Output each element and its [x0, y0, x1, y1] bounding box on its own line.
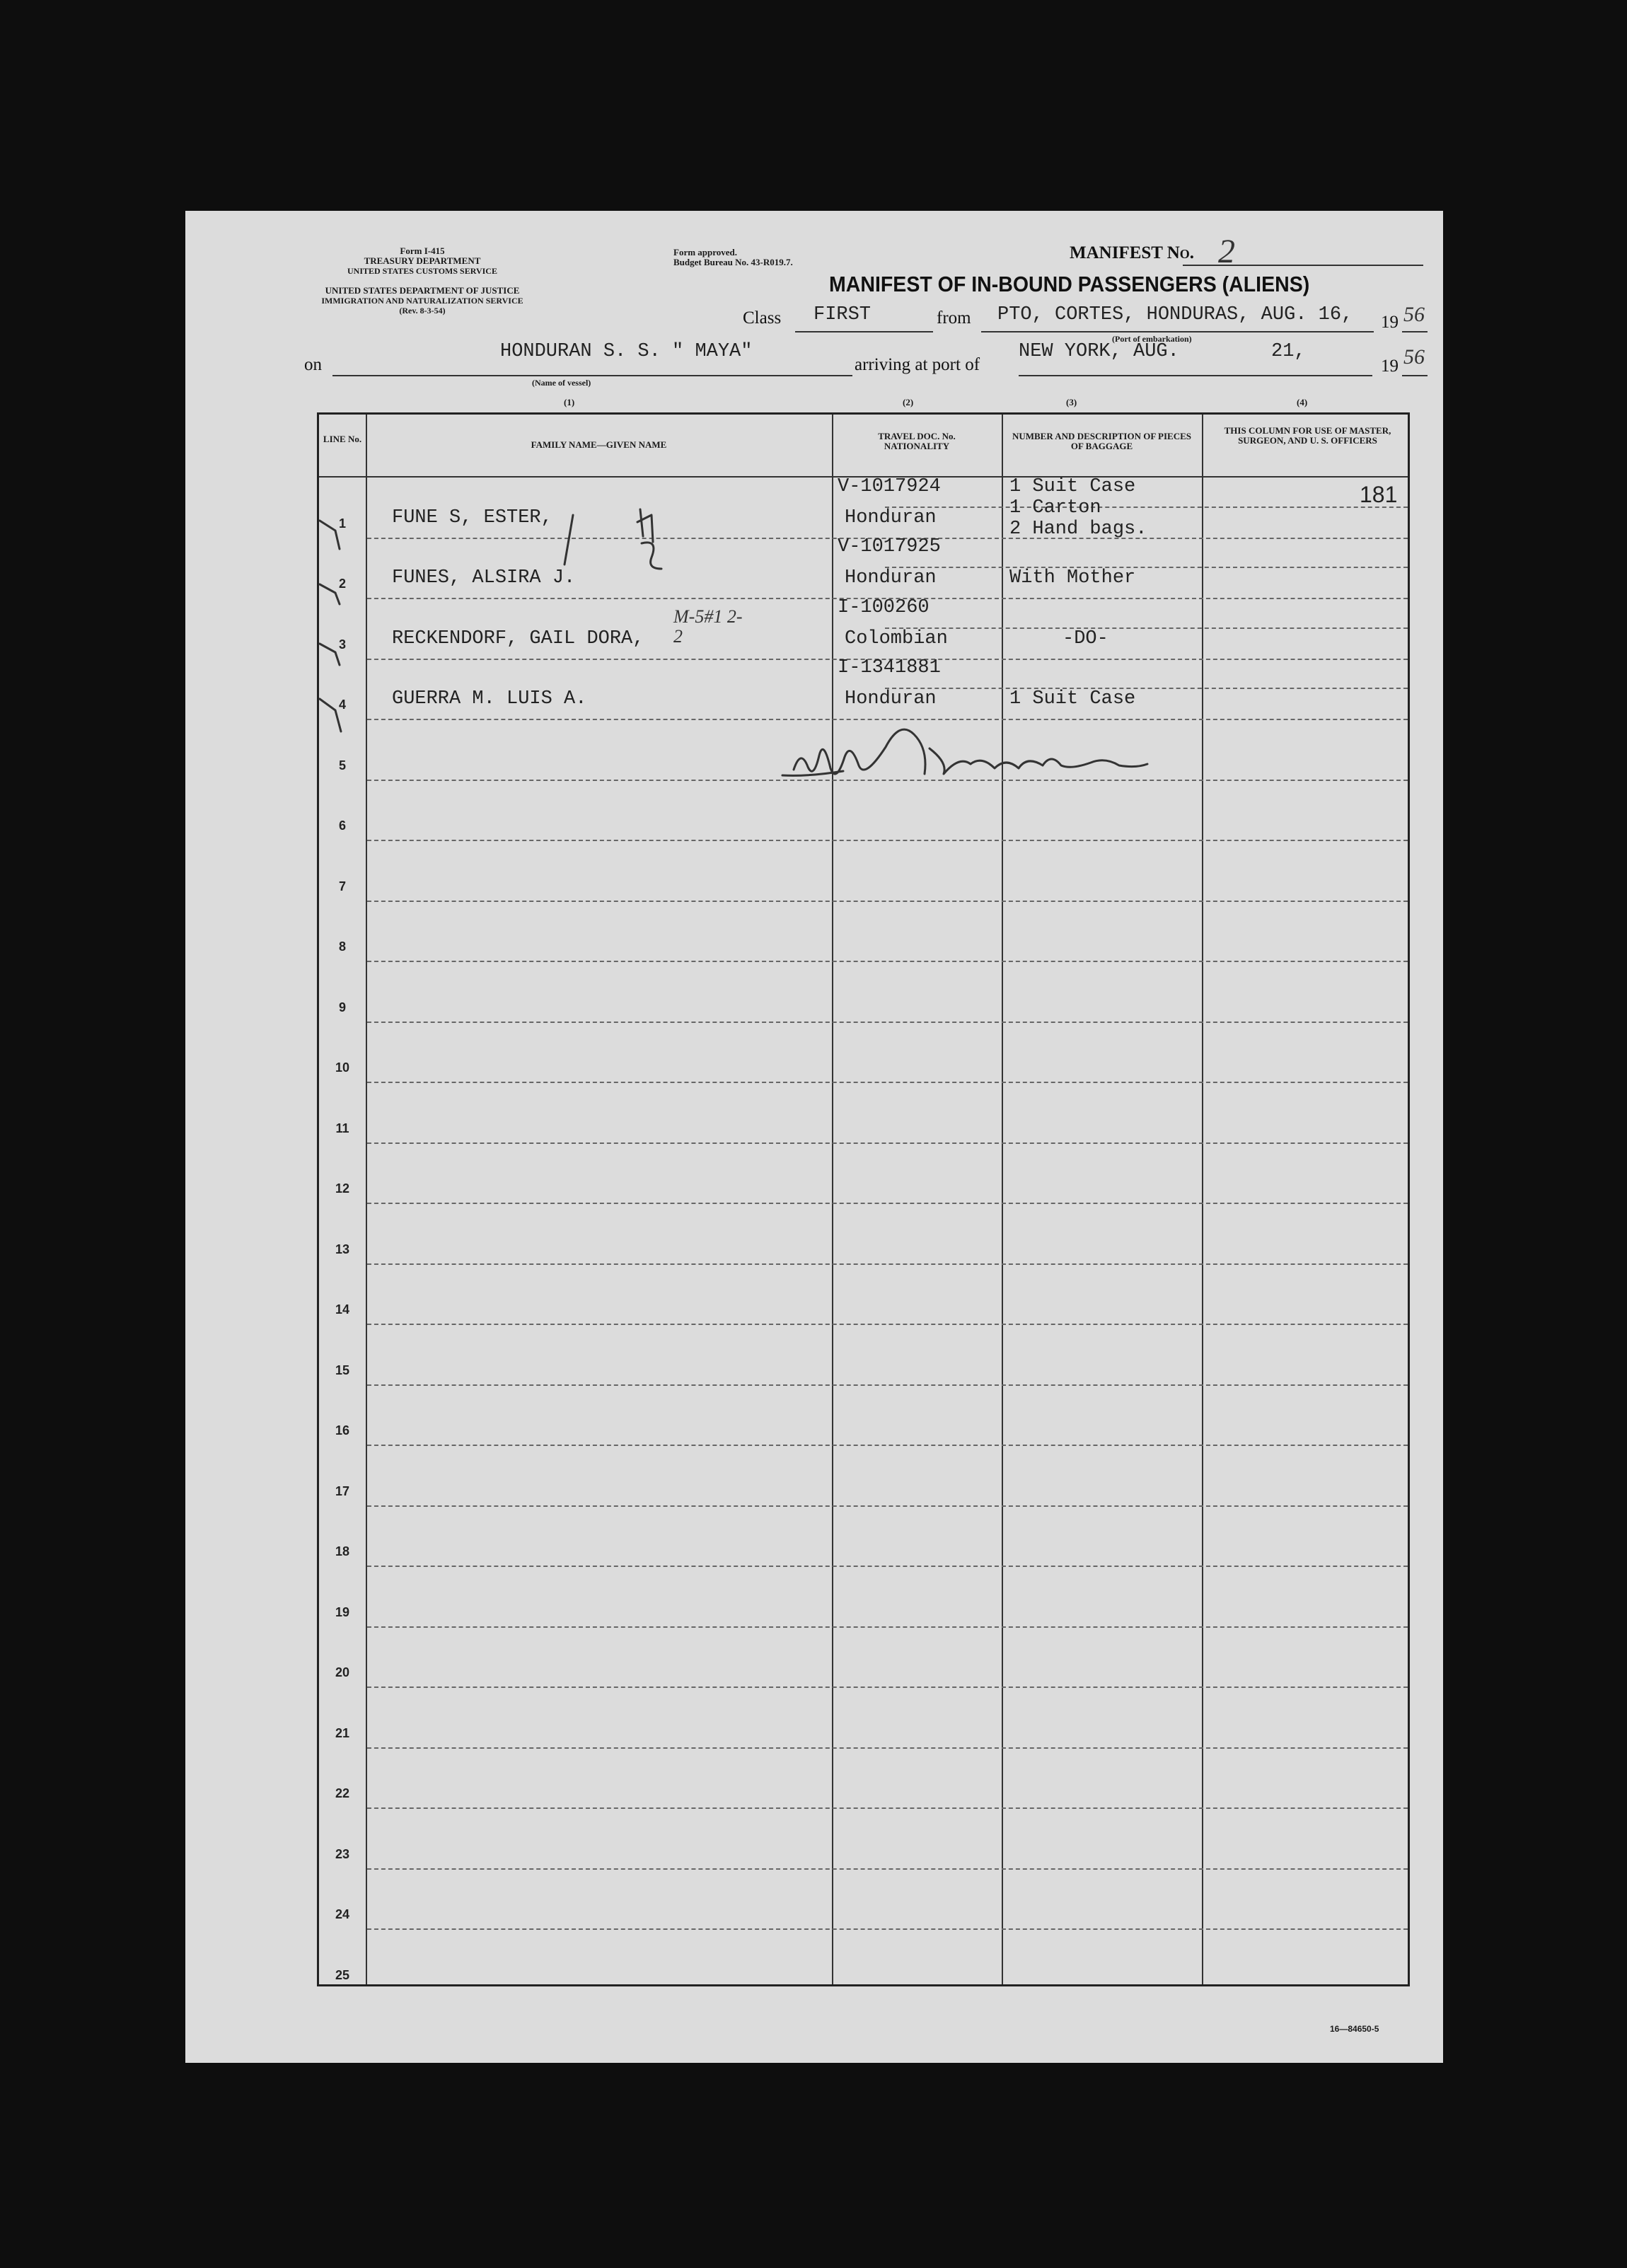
- passenger-name: FUNES, ALSIRA J.: [392, 567, 576, 589]
- line-number: 10: [335, 1060, 350, 1075]
- nationality: Honduran: [845, 507, 937, 528]
- nationality: Honduran: [845, 567, 937, 589]
- budget-bureau: Budget Bureau No. 43-R019.7.: [673, 257, 793, 267]
- year-prefix-arrive: 19: [1381, 357, 1399, 376]
- from-label: from: [937, 308, 971, 328]
- baggage-description: 1 Suit Case: [1009, 688, 1136, 710]
- line-number: 12: [335, 1181, 350, 1196]
- form-id: Form I-415: [400, 245, 445, 256]
- line-number: 9: [338, 1000, 346, 1014]
- vessel-name: HONDURAN S. S. " MAYA": [500, 341, 753, 362]
- line-number: 3: [338, 637, 346, 652]
- line-number: 11: [335, 1121, 349, 1135]
- line-number: 19: [335, 1604, 350, 1619]
- baggage-description: -DO-: [1063, 627, 1108, 649]
- baggage-description: 2 Hand bags.: [1009, 518, 1147, 540]
- year-depart: 56: [1403, 303, 1425, 326]
- header-name: FAMILY NAME—GIVEN NAME: [531, 439, 667, 450]
- page-title: MANIFEST OF IN-BOUND PASSENGERS (ALIENS): [829, 272, 1310, 296]
- baggage-description: 1 Carton: [1009, 497, 1101, 519]
- baggage-description: With Mother: [1009, 567, 1136, 589]
- line-number: 7: [338, 879, 346, 893]
- col-number-3: (3): [1066, 397, 1077, 407]
- port-caption: (Port of embarkation): [1112, 334, 1192, 344]
- initials-scribble: [620, 501, 677, 579]
- travel-doc-no: V-1017925: [838, 536, 941, 557]
- line-number: 25: [335, 1967, 350, 1982]
- line-number: 18: [335, 1544, 350, 1558]
- travel-doc-no: I-1341881: [838, 657, 941, 678]
- on-label: on: [304, 355, 322, 374]
- travel-doc-no: V-1017924: [838, 475, 941, 497]
- header-officers: THIS COLUMN FOR USE OF MASTER, SURGEON, AND U. S. OFFICERS: [1224, 425, 1391, 446]
- passenger-name: FUNE S, ESTER,: [392, 507, 552, 528]
- line-number: 23: [335, 1846, 350, 1861]
- travel-doc-no: I-100260: [838, 596, 930, 618]
- year-prefix-depart: 19: [1381, 313, 1399, 332]
- line-number: 4: [338, 698, 346, 712]
- line-number: 24: [335, 1907, 350, 1921]
- check-marks: [185, 211, 1443, 2063]
- col-number-4: (4): [1297, 397, 1308, 407]
- revision-date: (Rev. 8-3-54): [399, 306, 446, 316]
- line-number: 20: [335, 1665, 350, 1679]
- line-number: 16: [335, 1423, 350, 1437]
- col-number-1: (1): [564, 397, 575, 407]
- line-number: 8: [338, 939, 346, 954]
- header-line-no: LINE No.: [323, 434, 362, 444]
- line-number: 13: [335, 1242, 350, 1256]
- year-arrive: 56: [1403, 345, 1425, 369]
- line-number: 1: [338, 516, 346, 531]
- class-value: FIRST: [814, 304, 872, 325]
- line-number: 2: [338, 577, 346, 591]
- officer-note: 181: [1360, 481, 1398, 507]
- baggage-description: 1 Suit Case: [1009, 475, 1136, 497]
- line-number: 14: [335, 1302, 350, 1317]
- line-number: 22: [335, 1786, 350, 1800]
- manifest-document: [185, 211, 1443, 2063]
- col-number-2: (2): [903, 397, 914, 407]
- manifest-no-label: MANIFEST No.: [1070, 243, 1195, 262]
- form-approved: Form approved.: [673, 247, 738, 258]
- form-footer-code: 16—84650-5: [1330, 2024, 1379, 2034]
- header-travel-doc: TRAVEL DOC. No. NATIONALITY: [878, 431, 956, 451]
- justice-department: UNITED STATES DEPARTMENT OF JUSTICE: [325, 285, 520, 296]
- treasury-department: TREASURY DEPARTMENT: [364, 255, 481, 266]
- class-label: Class: [743, 308, 782, 328]
- line-number: 6: [338, 818, 346, 833]
- manifest-no-value: 2: [1218, 233, 1235, 270]
- line-number: 21: [335, 1725, 350, 1740]
- passenger-name: RECKENDORF, GAIL DORA,: [392, 627, 644, 649]
- arrival-day: 21,: [1271, 341, 1306, 362]
- officer-signature: [780, 706, 1204, 805]
- immigration-service: IMMIGRATION AND NATURALIZATION SERVICE: [321, 296, 523, 306]
- arrival-port: NEW YORK, AUG.: [1019, 341, 1179, 362]
- customs-service: UNITED STATES CUSTOMS SERVICE: [347, 266, 497, 276]
- line-number: 5: [338, 758, 346, 773]
- margin-annotation: M-5#1 2-2: [673, 606, 743, 647]
- line-number: 15: [335, 1362, 350, 1377]
- from-value: PTO, CORTES, HONDURAS, AUG. 16,: [997, 304, 1353, 325]
- arriving-label: arriving at port of: [855, 355, 980, 374]
- header-baggage: NUMBER AND DESCRIPTION OF PIECES OF BAGGAGE: [1012, 431, 1192, 451]
- passenger-name: GUERRA M. LUIS A.: [392, 688, 587, 710]
- line-number: 17: [335, 1483, 350, 1498]
- vessel-caption: (Name of vessel): [532, 378, 591, 388]
- nationality: Colombian: [845, 627, 948, 649]
- nationality: Honduran: [845, 688, 937, 710]
